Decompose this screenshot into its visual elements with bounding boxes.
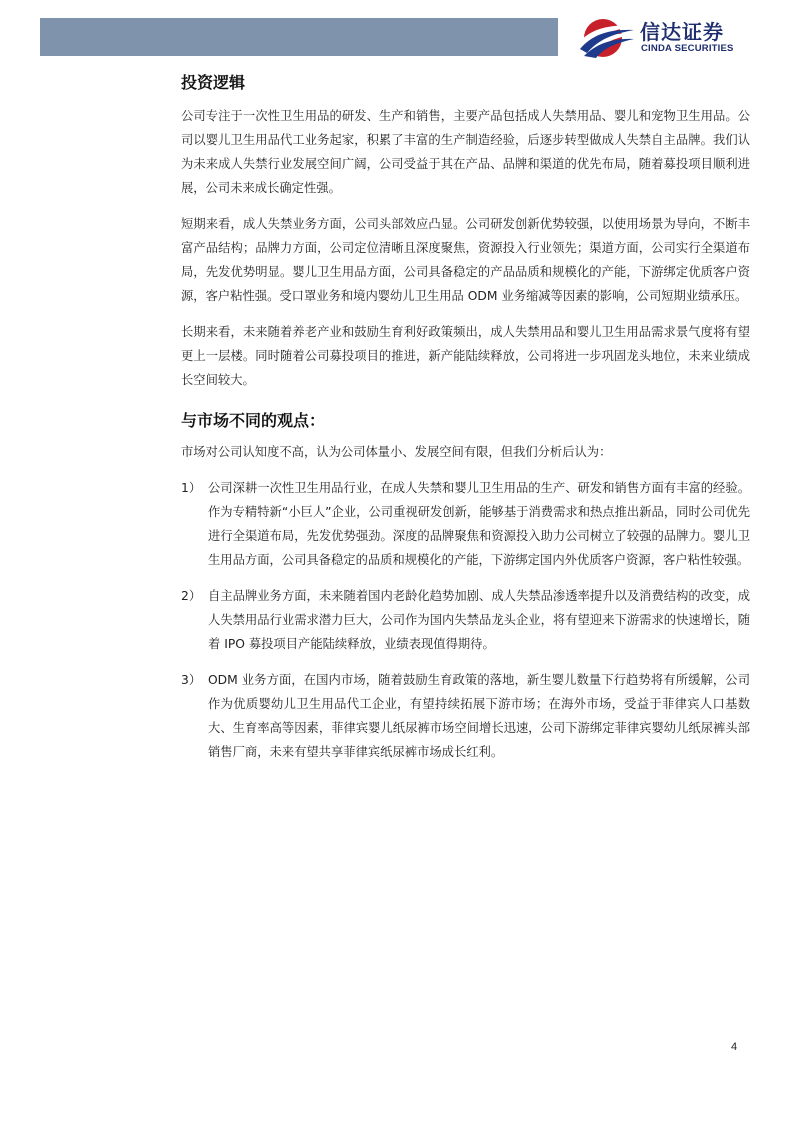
- list-item-text: 公司深耕一次性卫生用品行业，在成人失禁和婴儿卫生用品的生产、研发和销售方面有丰富的经验。作为专精特新“小巨人”企业，公司重视研发创新，能够基于消费需求和热点推出新品，同时公司优先进行全渠道布局，先发优势强劲。深度的品牌聚焦和资源投入助力公司树立了较强的品牌力。婴儿卫生用品方面，公司具备稳定的品质和规模化的产能，下游绑定国内外优质客户资源，客户粘性较强。: [208, 481, 750, 567]
- list-item: [181, 584, 750, 656]
- list-item-number: 1）: [181, 481, 202, 495]
- logo-english-name: CINDA SECURITIES: [641, 43, 734, 54]
- report-content: [181, 72, 750, 776]
- investment-logic-heading: 投资逻辑: [181, 73, 246, 92]
- list-item-number: 3）: [181, 673, 202, 687]
- list-item: [181, 476, 750, 572]
- page-number: 4: [731, 1041, 738, 1053]
- short-term-paragraph: 短期来看，成人失禁业务方面，公司头部效应凸显。公司研发创新优势较强，以使用场景为导向，不断丰富产品结构；品牌力方面，公司定位清晰且深度聚焦，资源投入行业领先；渠道方面，公司实行全渠道布局，先发优势明显。婴儿卫生用品方面，公司具备稳定的产品品质和规模化的产能，下游绑定优质客户资源，客户粘性强。受口罩业务和境内婴幼儿卫生用品 ODM 业务缩减等因素的影响，公司短期业绩承压。: [181, 217, 750, 303]
- header-bar: [40, 18, 558, 56]
- different-view-intro: 市场对公司认知度不高，认为公司体量小、发展空间有限，但我们分析后认为：: [181, 445, 612, 459]
- different-view-heading: 与市场不同的观点：: [181, 411, 326, 430]
- cinda-securities-logo: [574, 16, 774, 60]
- logo-chinese-name: 信达证券: [640, 20, 724, 44]
- list-item-number: 2）: [181, 589, 202, 603]
- long-term-paragraph: 长期来看，未来随着养老产业和鼓励生育利好政策频出，成人失禁用品和婴儿卫生用品需求景气度将有望更上一层楼。同时随着公司募投项目的推进，新产能陆续释放，公司将进一步巩固龙头地位，未来业绩成长空间较大。: [181, 325, 750, 387]
- list-item-text: ODM 业务方面，在国内市场，随着鼓励生育政策的落地，新生婴儿数量下行趋势将有所缓解，公司作为优质婴幼儿卫生用品代工企业，有望持续拓展下游市场；在海外市场，受益于菲律宾人口基数大、生育率高等因素，菲律宾婴儿纸尿裤市场空间增长迅速，公司下游绑定菲律宾婴幼儿纸尿裤头部销售厂商，未来有望共享菲律宾纸尿裤市场成长红利。: [208, 673, 750, 759]
- list-item: [181, 668, 750, 764]
- list-item-text: 自主品牌业务方面，未来随着国内老龄化趋势加剧、成人失禁品渗透率提升以及消费结构的改变，成人失禁用品行业需求潜力巨大，公司作为国内失禁品龙头企业，将有望迎来下游需求的快速增长，随着 IPO 募投项目产能陆续释放，业绩表现值得期待。: [208, 589, 750, 651]
- investment-logic-paragraph: 公司专注于一次性卫生用品的研发、生产和销售，主要产品包括成人失禁用品、婴儿和宠物卫生用品。公司以婴儿卫生用品代工业务起家，积累了丰富的生产制造经验，后逐步转型做成人失禁自主品牌。我们认为未来成人失禁行业发展空间广阔，公司受益于其在产品、品牌和渠道的优先布局，随着募投项目顺利进展，公司未来成长确定性强。: [181, 109, 750, 195]
- cinda-logo-icon: [574, 16, 636, 60]
